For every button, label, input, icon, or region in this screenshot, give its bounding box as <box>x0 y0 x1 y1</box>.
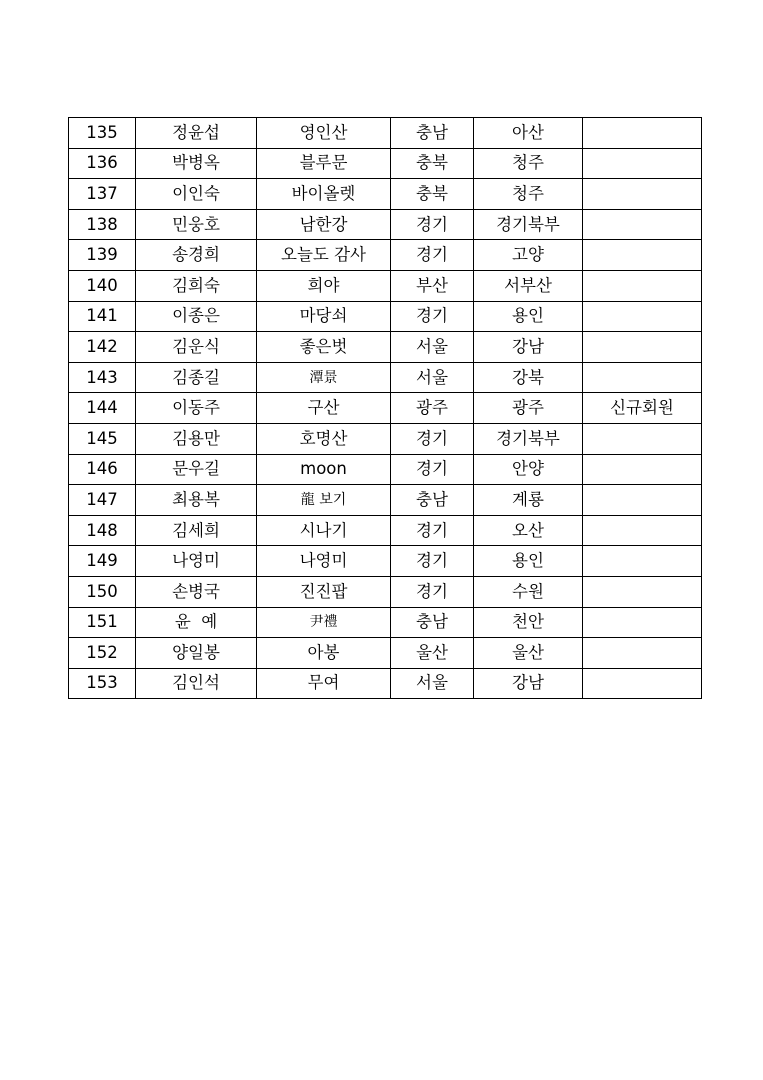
cell-num: 138 <box>69 209 136 240</box>
cell-nick: 바이올렛 <box>257 179 391 210</box>
cell-num: 145 <box>69 423 136 454</box>
cell-name: 양일봉 <box>136 638 257 669</box>
cell-name: 김인석 <box>136 668 257 699</box>
cell-region: 서울 <box>391 362 474 393</box>
cell-city: 계룡 <box>474 485 583 516</box>
cell-nick: 호명산 <box>257 423 391 454</box>
cell-num: 149 <box>69 546 136 577</box>
cell-city: 아산 <box>474 118 583 149</box>
cell-nick: 영인산 <box>257 118 391 149</box>
cell-region: 경기 <box>391 546 474 577</box>
cell-name: 윤 예 <box>136 607 257 638</box>
cell-region: 서울 <box>391 332 474 363</box>
cell-region: 충남 <box>391 607 474 638</box>
cell-name: 이동주 <box>136 393 257 424</box>
cell-note <box>583 576 702 607</box>
cell-city: 강남 <box>474 332 583 363</box>
cell-city: 경기북부 <box>474 209 583 240</box>
cell-note <box>583 362 702 393</box>
cell-name: 민웅호 <box>136 209 257 240</box>
cell-num: 140 <box>69 270 136 301</box>
cell-name: 김종길 <box>136 362 257 393</box>
table-row <box>69 638 702 669</box>
cell-note <box>583 270 702 301</box>
cell-city: 울산 <box>474 638 583 669</box>
cell-nick: 오늘도 감사 <box>257 240 391 271</box>
table-row <box>69 209 702 240</box>
cell-name: 김세희 <box>136 515 257 546</box>
cell-num: 151 <box>69 607 136 638</box>
cell-city: 강북 <box>474 362 583 393</box>
cell-city: 용인 <box>474 546 583 577</box>
cell-name: 김운식 <box>136 332 257 363</box>
cell-city: 고양 <box>474 240 583 271</box>
cell-nick: 潭景 <box>257 362 391 393</box>
cell-name: 문우길 <box>136 454 257 485</box>
cell-region: 충남 <box>391 118 474 149</box>
cell-nick: 尹禮 <box>257 607 391 638</box>
cell-region: 광주 <box>391 393 474 424</box>
cell-note <box>583 118 702 149</box>
cell-city: 청주 <box>474 148 583 179</box>
cell-note <box>583 515 702 546</box>
cell-city: 천안 <box>474 607 583 638</box>
cell-region: 부산 <box>391 270 474 301</box>
table-row <box>69 485 702 516</box>
cell-name: 손병국 <box>136 576 257 607</box>
cell-region: 경기 <box>391 576 474 607</box>
cell-nick: 희야 <box>257 270 391 301</box>
member-table <box>68 117 702 699</box>
cell-note <box>583 546 702 577</box>
cell-note <box>583 332 702 363</box>
cell-region: 경기 <box>391 240 474 271</box>
cell-nick: 마당쇠 <box>257 301 391 332</box>
table-row <box>69 515 702 546</box>
table-row <box>69 240 702 271</box>
cell-note <box>583 638 702 669</box>
cell-name: 송경희 <box>136 240 257 271</box>
cell-nick: 나영미 <box>257 546 391 577</box>
cell-nick: 시나기 <box>257 515 391 546</box>
cell-name: 이종은 <box>136 301 257 332</box>
table-row <box>69 393 702 424</box>
cell-nick: 龍 보기 <box>257 485 391 516</box>
table-row <box>69 118 702 149</box>
cell-note <box>583 668 702 699</box>
cell-city: 강남 <box>474 668 583 699</box>
table-row <box>69 179 702 210</box>
cell-num: 141 <box>69 301 136 332</box>
cell-num: 135 <box>69 118 136 149</box>
cell-nick: 아봉 <box>257 638 391 669</box>
cell-city: 경기북부 <box>474 423 583 454</box>
cell-region: 충남 <box>391 485 474 516</box>
cell-region: 충북 <box>391 148 474 179</box>
cell-nick: 진진팝 <box>257 576 391 607</box>
cell-region: 경기 <box>391 301 474 332</box>
cell-num: 146 <box>69 454 136 485</box>
cell-nick: 블루문 <box>257 148 391 179</box>
table-row <box>69 454 702 485</box>
cell-name: 박병옥 <box>136 148 257 179</box>
table-row <box>69 270 702 301</box>
cell-note <box>583 454 702 485</box>
cell-nick: 무여 <box>257 668 391 699</box>
cell-city: 수원 <box>474 576 583 607</box>
cell-city: 용인 <box>474 301 583 332</box>
table-row <box>69 301 702 332</box>
cell-region: 서울 <box>391 668 474 699</box>
cell-note <box>583 179 702 210</box>
cell-note <box>583 423 702 454</box>
cell-num: 144 <box>69 393 136 424</box>
cell-name: 최용복 <box>136 485 257 516</box>
cell-city: 안양 <box>474 454 583 485</box>
cell-city: 서부산 <box>474 270 583 301</box>
cell-name: 이인숙 <box>136 179 257 210</box>
cell-num: 150 <box>69 576 136 607</box>
table-row <box>69 423 702 454</box>
cell-region: 충북 <box>391 179 474 210</box>
cell-city: 광주 <box>474 393 583 424</box>
cell-nick: 구산 <box>257 393 391 424</box>
cell-nick: moon <box>257 454 391 485</box>
cell-region: 경기 <box>391 423 474 454</box>
cell-note <box>583 148 702 179</box>
cell-region: 경기 <box>391 454 474 485</box>
cell-region: 울산 <box>391 638 474 669</box>
cell-region: 경기 <box>391 515 474 546</box>
member-table-body <box>69 118 702 699</box>
cell-num: 136 <box>69 148 136 179</box>
cell-city: 청주 <box>474 179 583 210</box>
cell-nick: 남한강 <box>257 209 391 240</box>
cell-note: 신규회원 <box>583 393 702 424</box>
cell-name: 김희숙 <box>136 270 257 301</box>
cell-num: 152 <box>69 638 136 669</box>
table-row <box>69 362 702 393</box>
cell-num: 147 <box>69 485 136 516</box>
table-row <box>69 576 702 607</box>
cell-name: 김용만 <box>136 423 257 454</box>
cell-num: 143 <box>69 362 136 393</box>
cell-num: 142 <box>69 332 136 363</box>
cell-nick: 좋은벗 <box>257 332 391 363</box>
cell-num: 153 <box>69 668 136 699</box>
cell-note <box>583 301 702 332</box>
cell-num: 148 <box>69 515 136 546</box>
cell-name: 정윤섭 <box>136 118 257 149</box>
table-row <box>69 148 702 179</box>
table-row <box>69 332 702 363</box>
cell-region: 경기 <box>391 209 474 240</box>
cell-note <box>583 240 702 271</box>
cell-city: 오산 <box>474 515 583 546</box>
table-row <box>69 668 702 699</box>
cell-num: 137 <box>69 179 136 210</box>
table-row <box>69 607 702 638</box>
table-row <box>69 546 702 577</box>
cell-num: 139 <box>69 240 136 271</box>
cell-note <box>583 209 702 240</box>
cell-name: 나영미 <box>136 546 257 577</box>
cell-note <box>583 607 702 638</box>
cell-note <box>583 485 702 516</box>
